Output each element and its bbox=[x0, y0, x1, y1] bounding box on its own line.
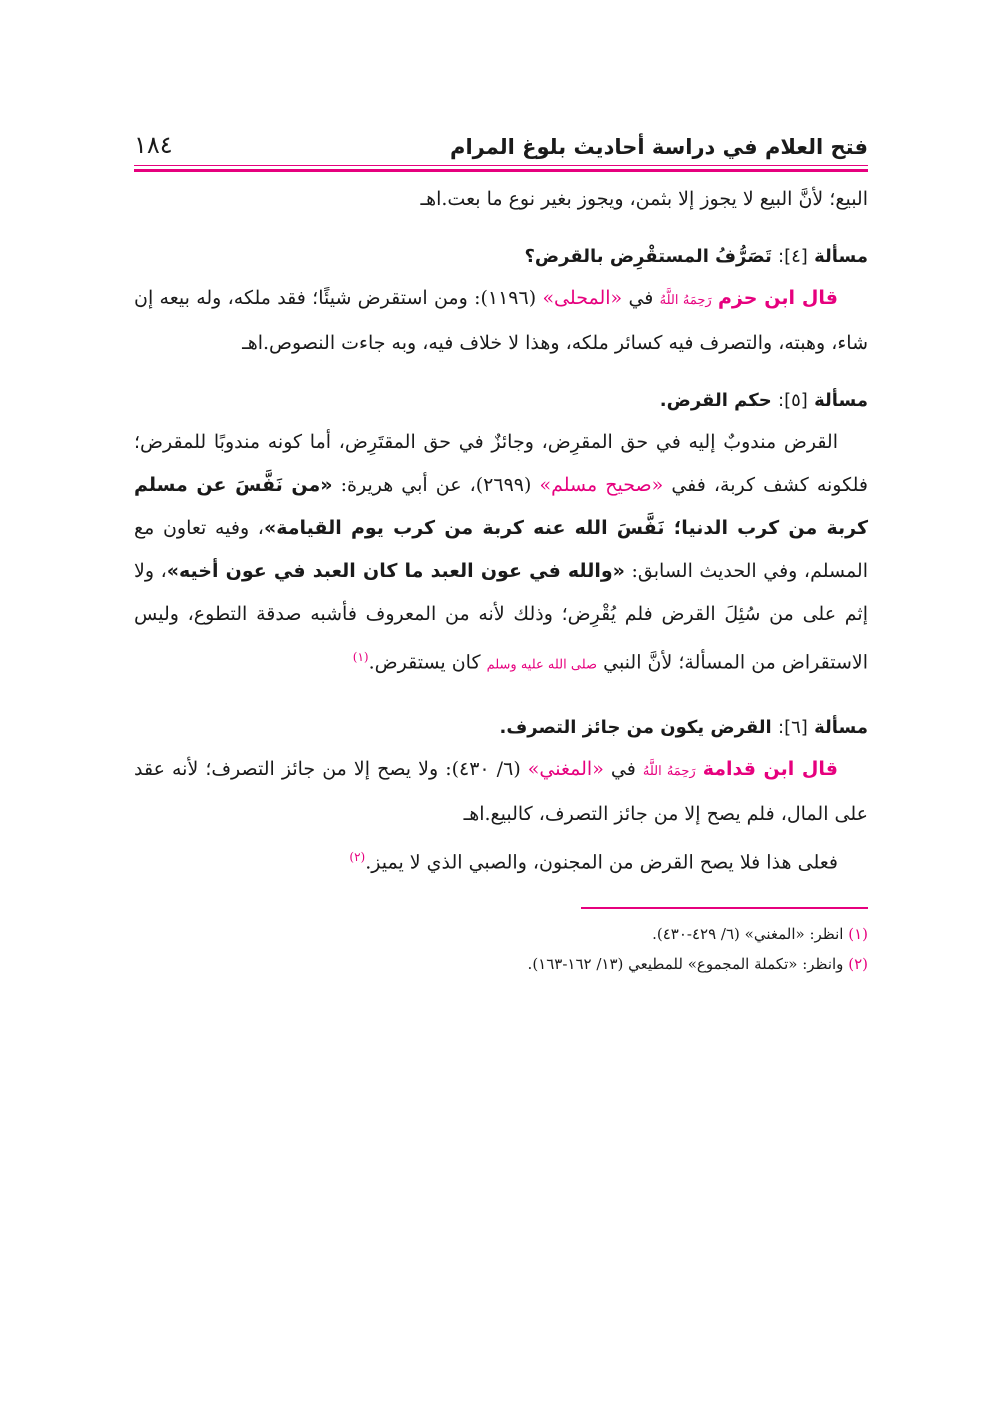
ibn-qudama-quote bbox=[134, 748, 868, 836]
hadith-text: «والله في عون العبد ما كان العبد في عون أخيه» bbox=[166, 560, 625, 582]
text-segment: كان يستقرض. bbox=[368, 651, 481, 674]
footnote-1 bbox=[134, 919, 868, 949]
issue-number: [٥]: bbox=[778, 390, 808, 411]
footnote-marker[interactable]: (١) bbox=[352, 650, 369, 664]
loan-ruling-paragraph bbox=[134, 421, 868, 686]
honorific: رَحِمَهُ اللَّهُ bbox=[659, 293, 712, 308]
salawat-glyph: صلى الله عليه وسلم bbox=[486, 657, 598, 673]
text-segment: فعلى هذا فلا يصح القرض من المجنون، والصبي الذي لا يميز. bbox=[365, 851, 838, 874]
main-text bbox=[134, 178, 868, 885]
issue-heading-5 bbox=[134, 381, 868, 421]
text-segment: ، وفيه تعاون مع المسلم، وفي الحديث السابق: bbox=[134, 517, 869, 582]
honorific: رَحِمَهُ اللَّهُ bbox=[642, 764, 696, 780]
book-reference: «المحلى» bbox=[542, 287, 623, 309]
text-segment: (٢٦٩٩)، عن أبي هريرة: bbox=[340, 474, 532, 496]
running-header bbox=[134, 125, 868, 159]
page bbox=[134, 125, 868, 979]
issue-label: مسألة bbox=[814, 246, 868, 267]
paragraph-continuation: البيع؛ لأنَّ البيع لا يجوز إلا بثمن، ويجوز بغير نوع ما بعت.اهـ bbox=[420, 188, 868, 210]
issue-title: تَصَرُّفُ المستقْرِض بالقرض؟ bbox=[524, 246, 772, 267]
footnote-text: انظر: «المغني» (٦/ ٤٢٩-٤٣٠). bbox=[652, 924, 844, 943]
hadith-text: «من نَفَّسَ عن مسلم كربة من كرب الدنيا؛ نَفَّسَ الله عنه كربة من كرب يوم القيامة» bbox=[134, 474, 868, 539]
text-segment: القرض مندوبٌ إليه في حق المقرِض، وجائزٌ في حق المقتَرِض، أما كونه مندوبًا للمقرض؛ فلكونه كشف كربة، ففي bbox=[134, 431, 868, 496]
speaker-name: قال ابن قدامة bbox=[702, 758, 838, 781]
conclusion-paragraph bbox=[134, 836, 868, 884]
footnote-number: (١) bbox=[848, 924, 868, 943]
book-reference: «المغني» bbox=[527, 758, 604, 781]
footnote-text: وانظر: «تكملة المجموع» للمطيعي (١٣/ ١٦٢-١٦٣). bbox=[527, 954, 844, 973]
footnote-marker[interactable]: (٢) bbox=[349, 850, 366, 865]
quote-text: (٦/ ٤٣٠): ولا يصح إلا من جائز التصرف؛ لأنه عقد على المال، فلم يصح إلا من جائز التصرف، كالبيع.اهـ bbox=[134, 758, 868, 826]
speaker-name: قال ابن حزم bbox=[717, 287, 838, 309]
quote-text: (١١٩٦): ومن استقرض شيئًا؛ فقد ملكه، وله بيعه إن شاء، وهبته، والتصرف فيه كسائر ملكه، وهذا لا خلاف فيه، وبه جاءت النصوص.اهـ bbox=[134, 287, 868, 354]
issue-heading-4 bbox=[134, 237, 868, 277]
text-segment: ، ولا إثم على من سُئِلَ القرض فلم يُقْرِض؛ وذلك لأنه من المعروف فأشبه صدقة التطوع، وليس الاستقراض من المسألة؛ لأنَّ النبي bbox=[134, 560, 868, 674]
preposition: في bbox=[610, 758, 636, 781]
book-reference: «صحيح مسلم» bbox=[539, 474, 664, 496]
header-rule-thin bbox=[134, 165, 868, 166]
issue-title: القرض يكون من جائز التصرف. bbox=[499, 717, 772, 739]
footnote-2 bbox=[134, 949, 868, 979]
issue-number: [٦]: bbox=[778, 717, 808, 739]
issue-heading-6 bbox=[134, 708, 868, 748]
footnotes bbox=[134, 919, 868, 979]
page-number: ١٨٤ bbox=[134, 131, 173, 159]
issue-number: [٤]: bbox=[778, 246, 808, 267]
issue-label: مسألة bbox=[814, 717, 868, 739]
ibn-hazm-quote bbox=[134, 277, 868, 365]
footnote-number: (٢) bbox=[848, 954, 868, 973]
book-title: فتح العلام في دراسة أحاديث بلوغ المرام bbox=[450, 135, 868, 159]
preposition: في bbox=[628, 287, 654, 309]
footnote-separator bbox=[581, 907, 868, 909]
header-rule-thick bbox=[134, 169, 868, 172]
issue-title: حكم القرض. bbox=[659, 390, 772, 411]
issue-label: مسألة bbox=[814, 390, 868, 411]
